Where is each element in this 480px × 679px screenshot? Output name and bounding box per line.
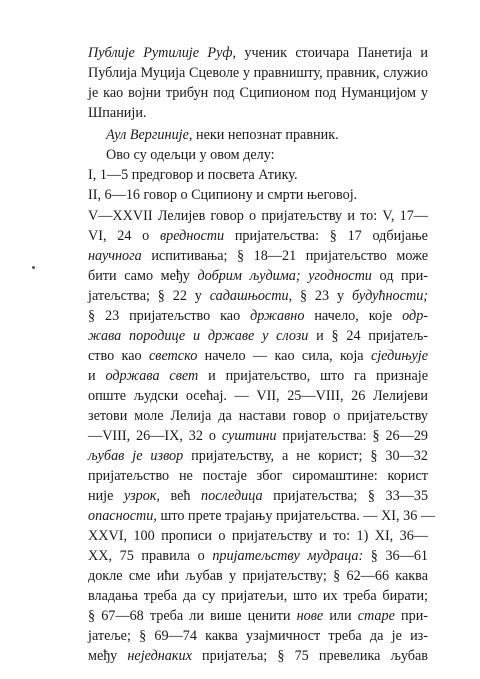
text-line: међу неједнаких пријатеља; § 75 превелика љубав	[88, 648, 428, 664]
person-name: Публије Рутилије Руф,	[88, 45, 237, 61]
text-line: пријатељство не постаје због сиромаштине: корист	[88, 468, 428, 484]
text-line: VI, 24 о вредности пријатељства: § 17 одбијање	[88, 228, 428, 244]
text-line: Аул Вергиније, неки непознат правник.	[106, 127, 339, 143]
text-line: ство као светско начело — као сила, која сједињује	[88, 348, 429, 364]
text-line: жава породице и државе у слози и § 24 пријатељ-	[88, 328, 429, 344]
text-line: § 23 пријатељство као државно начело, које одр-	[88, 308, 429, 324]
text-line: љубав је извор пријатељству, а не корист; § 30—32	[88, 448, 428, 464]
text-line: је као војни трибун под Сципионом под Нуманцијом у	[88, 85, 428, 101]
text-line: § 67—68 треба ли више ценити нове или старе при-	[88, 608, 429, 624]
text-line: опасности, што прете трајању пријатељства. — XI, 36 —	[88, 508, 436, 524]
text-line: Публија Муција Сцеволе у правништу, правник, служио	[88, 65, 428, 81]
text-line: и одржава свет и пријатељство, што га признаје	[88, 368, 429, 384]
text-line: јатељства; § 22 у садашњости, § 23 у будућности;	[88, 288, 429, 304]
text-line: Шпанији.	[88, 105, 147, 121]
text-line: научнога испитивања; § 18—21 пријатељство може	[88, 248, 429, 264]
scan-speck	[32, 266, 35, 269]
text-line: није узрок, већ последица пријатељства; § 33—35	[88, 488, 429, 504]
text-line: Публије Рутилије Руф, ученик стоичара Панетија и	[88, 45, 429, 61]
text-line: зетови моле Лелија да настави говор о пријатељству	[88, 408, 428, 424]
text-line: владања треба да су пријатељи, што их треба бирати;	[88, 588, 428, 604]
toc-line: I, 1—5 предговор и посвета Атику.	[88, 167, 298, 183]
text-line: опште људски осећај. — VII, 25—VIII, 26 Лелијеви	[88, 388, 428, 404]
text-line: докле сме ићи љубав у пријатељству; § 62—66 каква	[88, 568, 428, 584]
text-line: —VIII, 26—IX, 32 о суштини пријатељства: § 26—29	[88, 428, 429, 444]
text-line: V—XXVII Лелијев говор о пријатељству и то: V, 17—	[88, 208, 428, 224]
section-heading: Ово су одељци у овом делу:	[106, 147, 275, 163]
text-line: XX, 75 правила о пријатељству мудраца: § 36—61	[88, 548, 429, 564]
text-line: бити само међу добрим људима; угодности од при-	[88, 268, 429, 284]
person-name: Аул Вергиније,	[106, 127, 193, 143]
text-line: XXVI, 100 прописи о пријатељству и то: 1) XI, 36—	[88, 528, 428, 544]
toc-line: II, 6—16 говор о Сципиону и смрти његовој.	[88, 187, 358, 203]
text-line: јатеље; § 69—74 каква узајмичност треба да је из-	[88, 628, 428, 644]
